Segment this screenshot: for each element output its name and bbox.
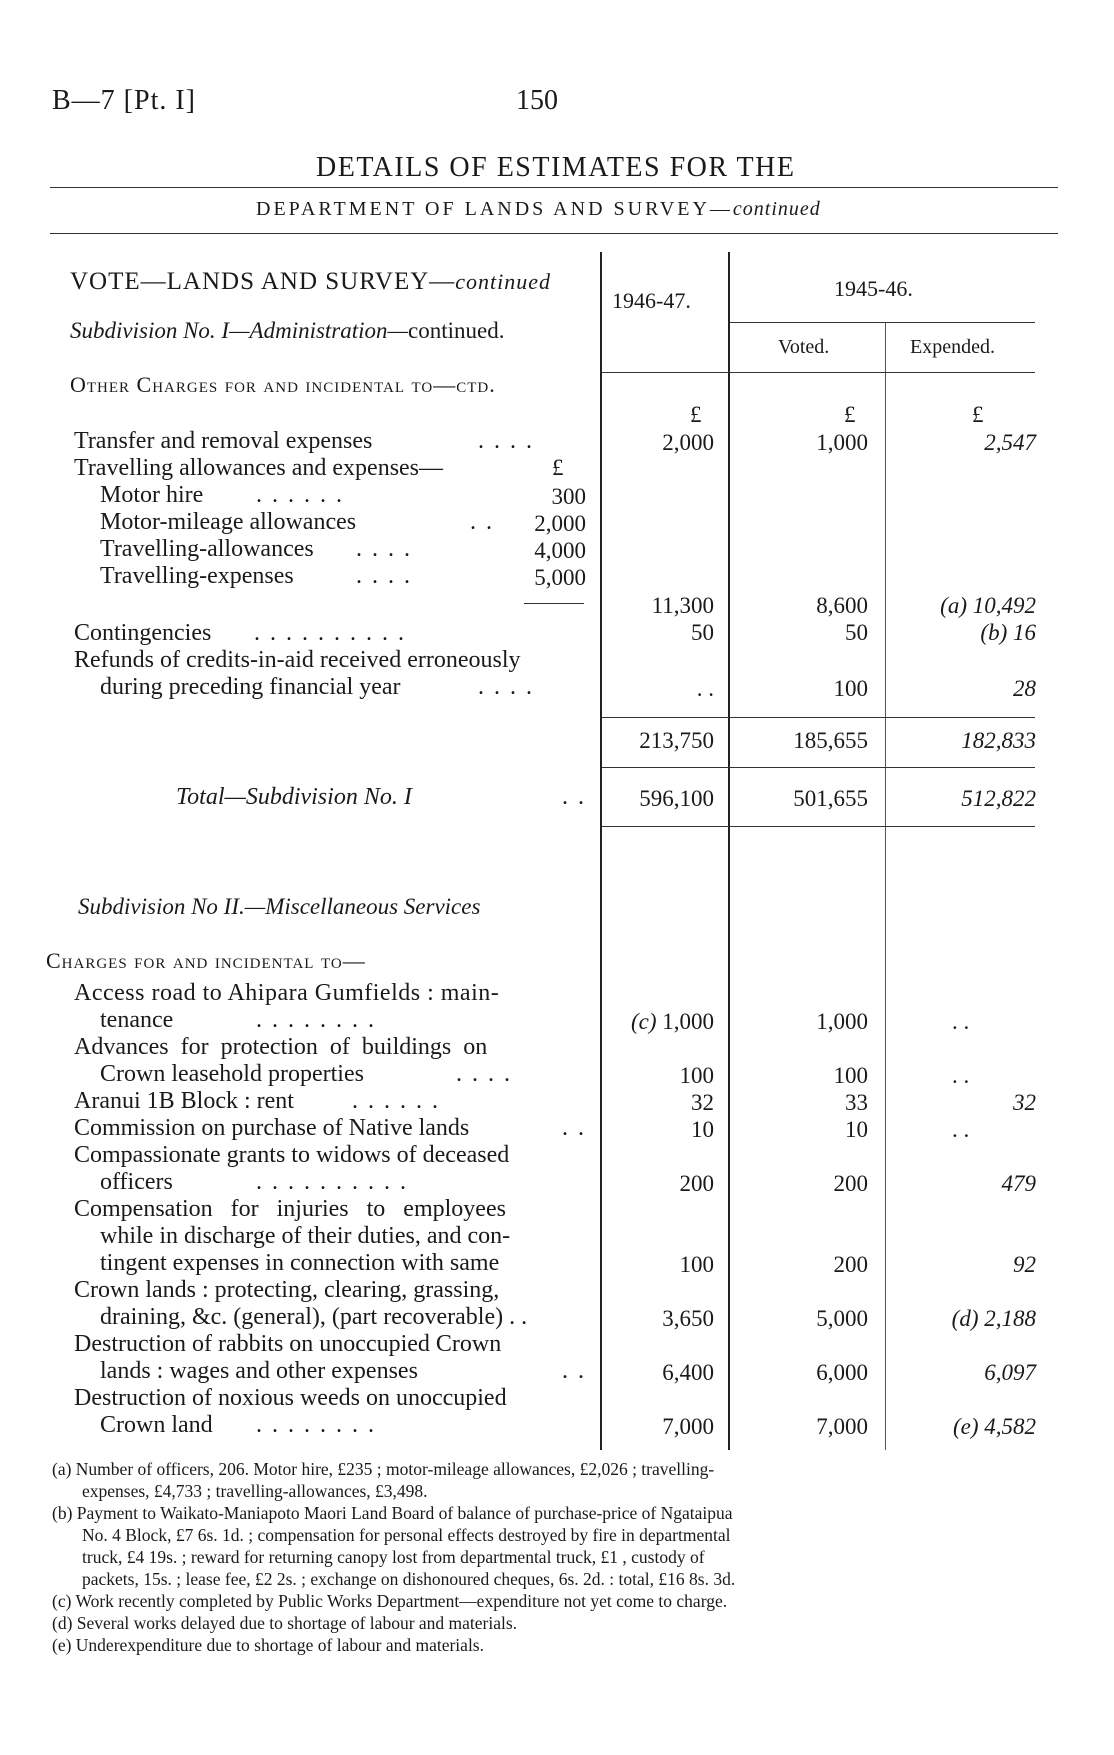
row-dots-contingencies: . . . . . . . . . . — [254, 620, 406, 646]
cell-aranui-current: 32 — [691, 1090, 714, 1115]
row-label-access-road: Access road to Ahipara Gumfields : main- — [74, 980, 500, 1006]
column-header-voted: Voted. — [778, 336, 830, 358]
subdivision-1-heading — [70, 318, 504, 344]
footnote-b-line-2: No. 4 Block, £7 6s. 1d. ; compensation for personal effects destroyed by fire in departmental — [82, 1525, 731, 1545]
row-label-aranui: Aranui 1B Block : rent — [74, 1088, 294, 1114]
cell-crown-lands-current: 3,650 — [662, 1306, 714, 1331]
cell-contingencies-voted: 50 — [845, 620, 868, 645]
row-dots-transfer: . . . . — [478, 428, 534, 454]
vote-heading — [70, 268, 551, 296]
cell-advances-voted: 100 — [833, 1063, 868, 1088]
row-dots-travelling-expenses: . . . . — [356, 563, 412, 589]
cell-compassionate-expended: 479 — [1001, 1171, 1036, 1196]
column-header-prior-year: 1945-46. — [834, 276, 913, 301]
row-dots-travelling-allowances: . . . . — [356, 536, 412, 562]
department-name: DEPARTMENT OF LANDS AND SURVEY— — [256, 198, 733, 220]
footnote-mark-c: (c) — [630, 1009, 657, 1034]
subdivision-2-title: Subdivision No II.—Miscellaneous Services — [78, 894, 481, 919]
row-dots-total: . . — [562, 784, 586, 810]
travelling-pound-sign: £ — [552, 455, 564, 480]
cell-commission-current: 10 — [691, 1117, 714, 1142]
department-rule — [50, 233, 1058, 234]
cell-motor-mileage-amount: 2,000 — [534, 511, 586, 536]
row-label-commission: Commission on purchase of Native lands — [74, 1115, 470, 1141]
cell-weeds-current: 7,000 — [662, 1414, 714, 1439]
row-label-crown-lands-cont: draining, &c. (general), (part recoverable) . . — [100, 1304, 528, 1330]
cell-motor-hire-amount: 300 — [551, 484, 586, 509]
cell-advances-current: 100 — [679, 1063, 714, 1088]
cell-travelling-allowances-amount: 4,000 — [534, 538, 586, 563]
department-heading — [256, 198, 821, 221]
row-label-advances: Advances for protection of buildings on — [74, 1034, 488, 1060]
cell-transfer-voted: 1,000 — [816, 430, 868, 455]
footnote-b-line-3: truck, £4 19s. ; reward for returning canopy lost from departmental truck, £1 , custody of — [82, 1547, 705, 1567]
title-rule — [50, 187, 1058, 188]
row-dots-weeds: . . . . . . . . — [256, 1412, 376, 1438]
row-dots-aranui: . . . . . . — [352, 1088, 440, 1114]
cell-contingencies-current: 50 — [691, 620, 714, 645]
column-divider-1 — [600, 252, 602, 1450]
row-label-advances-cont: Crown leasehold properties — [100, 1061, 364, 1087]
row-label-motor-mileage: Motor-mileage allowances — [100, 509, 357, 535]
cell-compensation-expended: 92 — [1013, 1252, 1036, 1277]
currency-voted: £ — [844, 402, 856, 427]
footnote-b-line-1: (b) Payment to Waikato-Maniapoto Maori Land Board of balance of purchase-price of Ngataipua — [52, 1503, 733, 1523]
row-label-crown-lands: Crown lands : protecting, clearing, grassing, — [74, 1277, 500, 1303]
cell-compassionate-current: 200 — [679, 1171, 714, 1196]
row-label-compensation: Compensation for injuries to employees — [74, 1196, 506, 1222]
total-rule — [602, 826, 1035, 827]
cell-weeds-voted: 7,000 — [816, 1414, 868, 1439]
cell-compensation-current: 100 — [679, 1252, 714, 1277]
cell-transfer-expended: 2,547 — [984, 430, 1036, 455]
row-label-rabbits: Destruction of rabbits on unoccupied Crown — [74, 1331, 502, 1357]
subtotal-rule-top — [602, 717, 1035, 718]
footnote-b-line-4: packets, 15s. ; lease fee, £2 2s. ; exchange on dishonoured cheques, 6s. 2d. : total, £16 8s. 3d. — [82, 1569, 736, 1589]
cell-compassionate-voted: 200 — [833, 1171, 868, 1196]
row-label-compassionate: Compassionate grants to widows of deceased — [74, 1142, 510, 1168]
cell-refunds-voted: 100 — [833, 676, 868, 701]
cell-total-current: 596,100 — [639, 786, 714, 811]
footnote-a-line-1: (a) Number of officers, 206. Motor hire, £235 ; motor-mileage allowances, £2,026 ; travelling- — [52, 1459, 715, 1479]
row-label-transfer: Transfer and removal expenses — [74, 428, 373, 454]
row-label-motor-hire: Motor hire — [100, 482, 204, 508]
row-label-contingencies: Contingencies — [74, 620, 212, 646]
currency-expended: £ — [972, 402, 984, 427]
row-label-travelling: Travelling allowances and expenses— — [74, 455, 444, 481]
subdivision-1-title: Subdivision No. I—Administration— — [70, 318, 408, 343]
prior-year-rule — [730, 322, 1035, 323]
cell-total-expended: 512,822 — [961, 786, 1036, 811]
cell-compensation-voted: 200 — [833, 1252, 868, 1277]
page-number: 150 — [516, 85, 558, 116]
vote-continued: continued — [455, 269, 552, 294]
row-label-travelling-expenses: Travelling-expenses — [100, 563, 294, 589]
charges-heading: Charges for and incidental to— — [46, 948, 366, 973]
row-label-travelling-allowances: Travelling-allowances — [100, 536, 314, 562]
row-dots-commission: . . — [562, 1115, 586, 1141]
row-label-weeds: Destruction of noxious weeds on unoccupied — [74, 1385, 507, 1411]
cell-subtotal-current: 213,750 — [639, 728, 714, 753]
cell-refunds-expended: 28 — [1013, 676, 1036, 701]
subdivision-1-continued: continued. — [408, 318, 505, 343]
footnote-mark-e: (e) — [952, 1414, 979, 1439]
cell-commission-voted: 10 — [845, 1117, 868, 1142]
footnote-mark-d: (d) — [951, 1306, 979, 1331]
column-divider-2 — [728, 252, 730, 1450]
footnote-d: (d) Several works delayed due to shortage of labour and materials. — [52, 1613, 518, 1633]
cell-travelling-total-expended: (a) 10,492 — [940, 593, 1036, 618]
footnote-c: (c) Work recently completed by Public Works Department—expenditure not yet come to charge. — [52, 1591, 728, 1611]
row-dots-refunds: . . . . — [478, 674, 534, 700]
row-dots-rabbits: . . — [562, 1358, 586, 1384]
row-label-compassionate-cont: officers — [100, 1169, 173, 1195]
row-dots-motor-mileage: . . — [470, 509, 494, 535]
cell-advances-expended: . . — [952, 1063, 970, 1088]
row-dots-motor-hire: . . . . . . — [256, 482, 344, 508]
footnote-mark-a: (a) — [940, 593, 967, 618]
page-reference: B—7 [Pt. I] — [52, 85, 196, 116]
cell-total-voted: 501,655 — [793, 786, 868, 811]
travelling-sum-rule — [524, 603, 584, 604]
column-header-current-year: 1946-47. — [612, 288, 691, 313]
vote-title: VOTE—LANDS AND SURVEY— — [70, 268, 456, 295]
page-title: DETAILS OF ESTIMATES FOR THE — [316, 152, 796, 183]
row-label-compensation-cont-2: tingent expenses in connection with same — [100, 1250, 500, 1276]
row-dots-advances: . . . . — [456, 1061, 512, 1087]
cell-rabbits-voted: 6,000 — [816, 1360, 868, 1385]
subtotal-rule-bottom — [602, 767, 1035, 768]
row-label-compensation-cont-1: while in discharge of their duties, and con- — [100, 1223, 511, 1249]
cell-travelling-expenses-amount: 5,000 — [534, 565, 586, 590]
row-label-refunds-cont: during preceding financial year — [100, 674, 401, 700]
row-label-total-subdivision-1: Total—Subdivision No. I — [176, 784, 412, 810]
footnote-a-line-2: expenses, £4,733 ; travelling-allowances, £3,498. — [82, 1481, 428, 1501]
cell-commission-expended: . . — [952, 1117, 970, 1142]
cell-transfer-current: 2,000 — [662, 430, 714, 455]
cell-access-road-current: (c) 1,000 — [630, 1009, 714, 1034]
cell-access-road-expended: . . — [952, 1009, 970, 1034]
row-label-rabbits-cont: lands : wages and other expenses — [100, 1358, 418, 1384]
cell-crown-lands-expended: (d) 2,188 — [951, 1306, 1036, 1331]
cell-weeds-expended: (e) 4,582 — [952, 1414, 1036, 1439]
currency-current: £ — [690, 402, 702, 427]
cell-refunds-current: . . — [696, 676, 714, 701]
cell-subtotal-voted: 185,655 — [793, 728, 868, 753]
cell-travelling-total-voted: 8,600 — [816, 593, 868, 618]
row-dots-access-road: . . . . . . . . — [256, 1007, 376, 1033]
row-label-weeds-cont: Crown land — [100, 1412, 213, 1438]
cell-access-road-voted: 1,000 — [816, 1009, 868, 1034]
footnote-e: (e) Underexpenditure due to shortage of labour and materials. — [52, 1635, 484, 1655]
cell-travelling-total-current: 11,300 — [651, 593, 714, 618]
cell-crown-lands-voted: 5,000 — [816, 1306, 868, 1331]
cell-rabbits-expended: 6,097 — [984, 1360, 1036, 1385]
column-header-expended: Expended. — [910, 336, 995, 358]
cell-rabbits-current: 6,400 — [662, 1360, 714, 1385]
other-charges-heading: Other Charges for and incidental to—ctd. — [70, 372, 496, 397]
column-header-rule — [602, 372, 1035, 373]
footnote-mark-b: (b) — [980, 620, 1008, 645]
cell-contingencies-expended: (b) 16 — [980, 620, 1036, 645]
cell-subtotal-expended: 182,833 — [961, 728, 1036, 753]
row-label-refunds: Refunds of credits-in-aid received erroneously — [74, 647, 521, 673]
row-label-access-road-cont: tenance — [100, 1007, 174, 1033]
department-continued: continued — [732, 198, 821, 220]
row-dots-compassionate: . . . . . . . . . . — [256, 1169, 408, 1195]
column-divider-3 — [885, 323, 886, 1450]
cell-aranui-expended: 32 — [1013, 1090, 1036, 1115]
cell-aranui-voted: 33 — [845, 1090, 868, 1115]
